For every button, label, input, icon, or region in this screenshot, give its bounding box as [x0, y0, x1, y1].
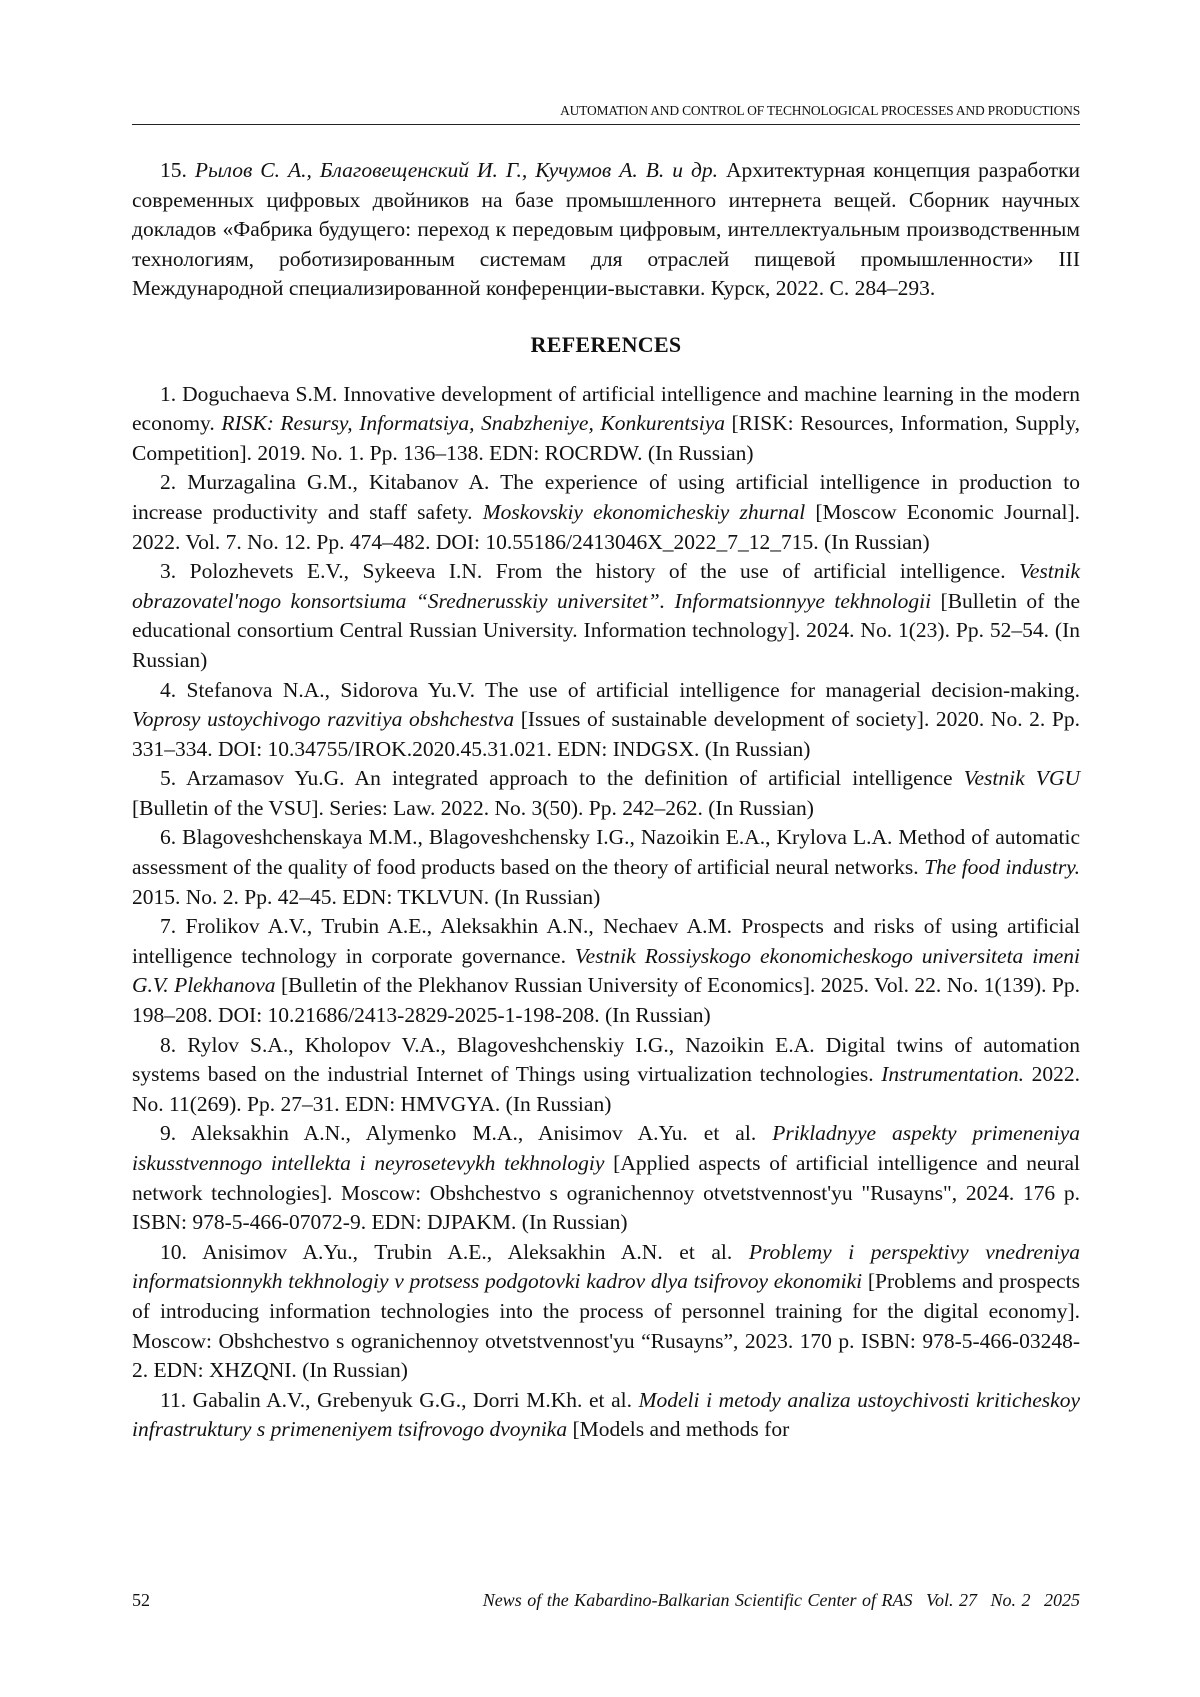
reference-lead: 4. Stefanova N.A., Sidorova Yu.V. The use of artificial intelligence for managerial decision-making. [160, 677, 1080, 702]
reference-lead: 3. Polozhevets E.V., Sykeeva I.N. From the history of the use of artificial intelligence. [160, 559, 1020, 584]
reference-lead: 11. Gabalin A.V., Grebenyuk G.G., Dorri M.Kh. et al. [160, 1387, 639, 1412]
reference-number: 15. [160, 158, 187, 182]
reference-source: Vestnik obrazovatel'nogo konsortsiuma “Srednerusskiy universitet”. Informatsionnyye tekhnologii [132, 559, 1080, 613]
reference-tail: [RISK: Resources, Information, Supply, Competition]. 2019. No. 1. Pp. 136–138. EDN: ROCRDW. (In Russian) [132, 411, 1080, 465]
reference-tail: [Moscow Economic Journal]. 2022. Vol. 7. No. 12. Pp. 474–482. DOI: 10.55186/2413046X_2022_7_12_715. (In Russian) [132, 499, 1080, 554]
page-number: 52 [132, 1590, 150, 1610]
reference-lead: 6. Blagoveshchenskaya M.M., Blagoveshchensky I.G., Nazoikin E.A., Krylova L.A. Method of automatic assessment of the quality of food products based on the theory of artificial neural networks. [132, 825, 1080, 880]
reference-tail: [Issues of sustainable development of society]. 2020. No. 2. Pp. 331–334. DOI: 10.34755/IROK.2020.45.31.021. EDN: INDGSX. (In Russian) [132, 707, 1081, 761]
reference-item [132, 912, 1080, 1030]
reference-tail: [Models and methods for [567, 1417, 790, 1442]
reference-source: Vestnik VGU [963, 766, 1080, 791]
reference-tail: [Bulletin of the VSU]. Series: Law. 2022. No. 3(50). Pp. 242–262. (In Russian) [132, 795, 814, 820]
reference-tail: 2022. No. 11(269). Pp. 27–31. EDN: HMVGYA. (In Russian) [132, 1062, 1080, 1116]
reference-item [132, 764, 1080, 823]
reference-item [132, 1031, 1080, 1120]
journal-citation [475, 1590, 1080, 1611]
reference-lead: 5. Arzamasov Yu.G. An integrated approach to the definition of artificial intelligence [160, 766, 964, 791]
reference-item [132, 1238, 1080, 1386]
body-text [132, 156, 1080, 1445]
reference-lead: 10. Anisimov A.Yu., Trubin A.E., Aleksakhin A.N. et al. [160, 1239, 749, 1264]
reference-source: Problemy i perspektivy vnedreniya informatsionnykh tekhnologiy v protsess podgotovki kadrov dlya tsifrovoy ekonomiki [132, 1239, 1080, 1294]
reference-source: Moskovskiy ekonomicheskiy zhurnal [482, 499, 806, 524]
reference-text: Архитектурная концепция разработки современных цифровых двойников на базе промышленного интернета вещей. Сборник научных докладов «Фабрика будущего: переход к передовым цифровым, интеллектуальным производственным технологиям, роботизированным системам для отраслей пищевой промышленности» III Международной специализированной конференции-выставки. Курск, 2022. С. 284–293. [132, 158, 1081, 301]
reference-lead: 9. Aleksakhin A.N., Alymenko M.A., Anisimov A.Yu. et al. [160, 1121, 773, 1146]
reference-item [132, 1386, 1080, 1445]
reference-source: Modeli i metody analiza ustoychivosti kriticheskoy infrastruktury s primeneniyem tsifrovogo dvoynika [132, 1387, 1080, 1442]
reference-lead: 8. Rylov S.A., Kholopov V.A., Blagoveshchenskiy I.G., Nazoikin E.A. Digital twins of automation systems based on the industrial Internet of Things using virtualization technologies. [132, 1032, 1080, 1087]
reference-tail: [Bulletin of the educational consortium Central Russian University. Information technology]. 2024. No. 1(23). Pp. 52–54. (In Russian) [132, 588, 1080, 672]
reference-tail: 2015. No. 2. Pp. 42–45. EDN: TKLVUN. (In Russian) [132, 884, 601, 909]
reference-source: Instrumentation. [881, 1062, 1024, 1087]
reference-source: Voprosy ustoychivogo razvitiya obshchestva [132, 707, 515, 732]
references-heading: REFERENCES [530, 331, 682, 357]
russian-reference-15 [132, 156, 1080, 304]
journal-year: 2025 [1044, 1590, 1080, 1610]
reference-item [132, 380, 1080, 469]
reference-item [132, 468, 1080, 557]
reference-source: RISK: Resursy, Informatsiya, Snabzheniye, Konkurentsiya [221, 411, 725, 436]
reference-tail: [Applied aspects of artificial intelligence and neural network technologies]. Moscow: Obshchestvo s ogranichennoy otvetstvennost'yu "Rusayns", 2024. 176 p. ISBN: 978-5-466-07072-9. EDN: DJPAKM. (In Russian) [132, 1151, 1080, 1235]
page-footer [132, 1590, 1080, 1611]
reference-item [132, 1119, 1080, 1237]
reference-source: The food industry. [924, 855, 1080, 880]
reference-tail: [Problems and prospects of introducing information technologies into the process of personnel training for the digital economy]. Moscow: Obshchestvo s ogranichennoy otvetstvennost'yu “Rusayns”, 2023. 170 p. ISBN: 978-5-466-03248-2. EDN: XHZQNI. (In Russian) [132, 1269, 1080, 1383]
reference-lead: 7. Frolikov A.V., Trubin A.E., Aleksakhin A.N., Nechaev A.M. Prospects and risks of using artificial intelligence technology in corporate governance. [132, 914, 1080, 968]
reference-item [132, 557, 1080, 675]
reference-source: Vestnik Rossiyskogo ekonomicheskogo universiteta imeni G.V. Plekhanova [132, 943, 1081, 998]
running-header: AUTOMATION AND CONTROL OF TECHNOLOGICAL PROCESSES AND PRODUCTIONS [132, 103, 1080, 125]
reference-lead: 2. Murzagalina G.M., Kitabanov A. The experience of using artificial intelligence in production to increase productivity and staff safety. [132, 470, 1080, 524]
reference-item [132, 823, 1080, 912]
journal-name: News of the Kabardino-Balkarian Scientific Center of RAS [482, 1590, 913, 1610]
reference-item [132, 676, 1080, 765]
reference-authors: Рылов С. А., Благовещенский И. Г., Кучумов А. В. и др. [194, 158, 718, 182]
journal-volume: Vol. 27 [925, 1590, 977, 1610]
reference-source: Prikladnyye aspekty primeneniya iskusstvennogo intellekta i neyrosetevykh tekhnologiy [132, 1121, 1080, 1175]
reference-tail: [Bulletin of the Plekhanov Russian University of Economics]. 2025. Vol. 22. No. 1(139). Pp. 198–208. DOI: 10.21686/2413-2829-2025-1-198-208. (In Russian) [132, 973, 1080, 1028]
reference-lead: 1. Doguchaeva S.M. Innovative development of artificial intelligence and machine learning in the modern economy. [132, 381, 1080, 436]
journal-issue: No. 2 [990, 1590, 1031, 1610]
